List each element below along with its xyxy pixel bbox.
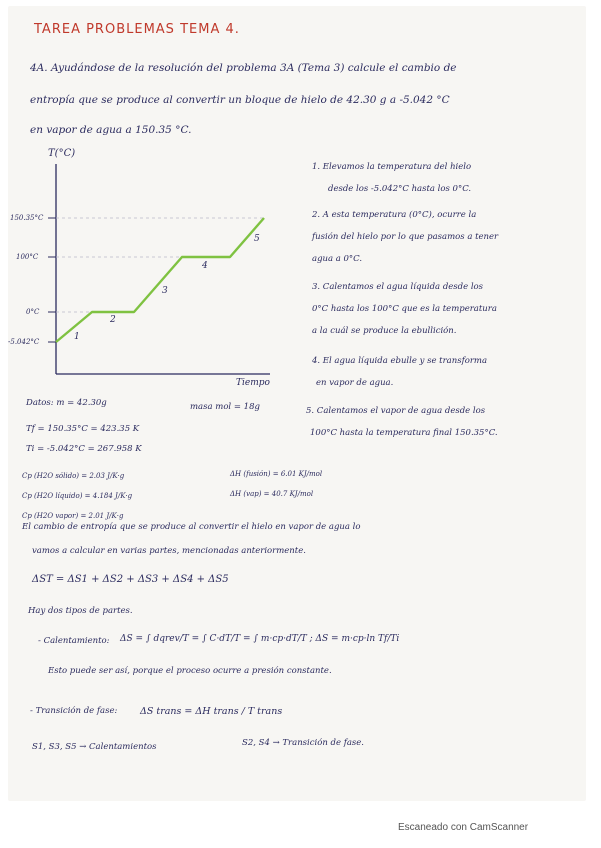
step-1-line-1: 1. Elevamos la temperatura del hielo [312, 162, 472, 172]
step-5 [306, 400, 498, 444]
step-3-line-3: a la cuál se produce la ebullición. [312, 326, 457, 336]
explanation-line-2: vamos a calcular en varias partes, mencionadas anteriormente. [32, 546, 306, 556]
step-2-line-1: 2. A esta temperatura (0°C), ocurre la [312, 210, 477, 220]
data-dh-vap: ΔH (vap) = 40.7 KJ/mol [230, 490, 314, 498]
page-title: TAREA PROBLEMAS TEMA 4. [34, 22, 240, 37]
step-1-line-2: desde los -5.042°C hasta los 0°C. [328, 184, 472, 194]
step-3 [312, 276, 497, 342]
y-axis-label: T(°C) [48, 148, 76, 159]
step-3-line-2: 0°C hasta los 100°C que es la temperatura [312, 304, 497, 314]
data-cp-liquid: Cp (H2O líquido) = 4.184 J/K·g [22, 492, 133, 500]
data-molar-mass: masa mol = 18g [190, 402, 260, 412]
segment-4-label: 4 [202, 261, 208, 271]
data-ti: Ti = -5.042°C = 267.958 K [26, 444, 142, 454]
step-4 [312, 350, 487, 394]
heating-note: Esto puede ser así, porque el proceso ocurre a presión constante. [48, 666, 332, 676]
step-5-line-1: 5. Calentamos el vapor de agua desde los [306, 406, 486, 416]
step-2-line-3: agua a 0°C. [312, 254, 363, 264]
two-types-heading: Hay dos tipos de partes. [28, 606, 133, 616]
problem-line-1: 4A. Ayudándose de la resolución del problema 3A (Tema 3) calcule el cambio de [30, 62, 457, 74]
segment-3-label: 3 [162, 286, 168, 296]
step-2-line-2: fusión del hielo por lo que pasamos a tener [312, 232, 499, 242]
y-tick-0: 0°C [26, 308, 40, 316]
x-axis-label: Tiempo [236, 378, 270, 388]
summary-phase: S2, S4 → Transición de fase. [242, 738, 365, 748]
phase-transition-label: - Transición de fase: [30, 706, 118, 716]
step-2 [312, 204, 498, 270]
data-cp-solid: Cp (H2O sólido) = 2.03 J/K·g [22, 472, 125, 480]
data-mass: Datos: m = 42.30g [26, 398, 107, 408]
segment-5-label: 5 [254, 234, 260, 244]
y-tick-minus5: -5.042°C [8, 338, 40, 346]
data-tf: Tf = 150.35°C = 423.35 K [26, 424, 140, 434]
data-cp-vapor: Cp (H2O vapor) = 2.01 J/K·g [22, 512, 124, 520]
problem-line-3: en vapor de agua a 150.35 °C. [30, 124, 192, 136]
step-4-line-1: 4. El agua líquida ebulle y se transforma [312, 356, 488, 366]
segment-1-label: 1 [74, 332, 80, 342]
scanner-watermark: Escaneado con CamScanner [398, 822, 529, 833]
y-tick-150: 150.35°C [10, 214, 44, 222]
phase-transition-formula: ΔS trans = ΔH trans / T trans [140, 706, 283, 717]
heating-curve-line [56, 218, 264, 342]
problem-line-2: entropía que se produce al convertir un bloque de hielo de 42.30 g a -5.042 °C [30, 94, 450, 106]
y-tick-100: 100°C [16, 253, 39, 261]
summary-heating: S1, S3, S5 → Calentamientos [32, 742, 157, 752]
total-entropy-formula: ΔST = ΔS1 + ΔS2 + ΔS3 + ΔS4 + ΔS5 [32, 574, 229, 585]
notebook-page [8, 6, 586, 801]
step-4-line-2: en vapor de agua. [316, 378, 394, 388]
heating-curve-graph [8, 6, 308, 406]
heating-label: - Calentamiento: [38, 636, 110, 646]
heating-formula: ΔS = ∫ dqrev/T = ∫ C·dT/T = ∫ m·cp·dT/T ; ΔS = m·cp·ln Tf/Ti [120, 634, 400, 644]
data-dh-fusion: ΔH (fusión) = 6.01 KJ/mol [230, 470, 323, 478]
step-5-line-2: 100°C hasta la temperatura final 150.35°C. [310, 428, 498, 438]
explanation-line-1: El cambio de entropía que se produce al convertir el hielo en vapor de agua lo [22, 522, 361, 532]
step-1 [312, 156, 471, 200]
segment-2-label: 2 [110, 315, 116, 325]
step-3-line-1: 3. Calentamos el agua líquida desde los [312, 282, 484, 292]
